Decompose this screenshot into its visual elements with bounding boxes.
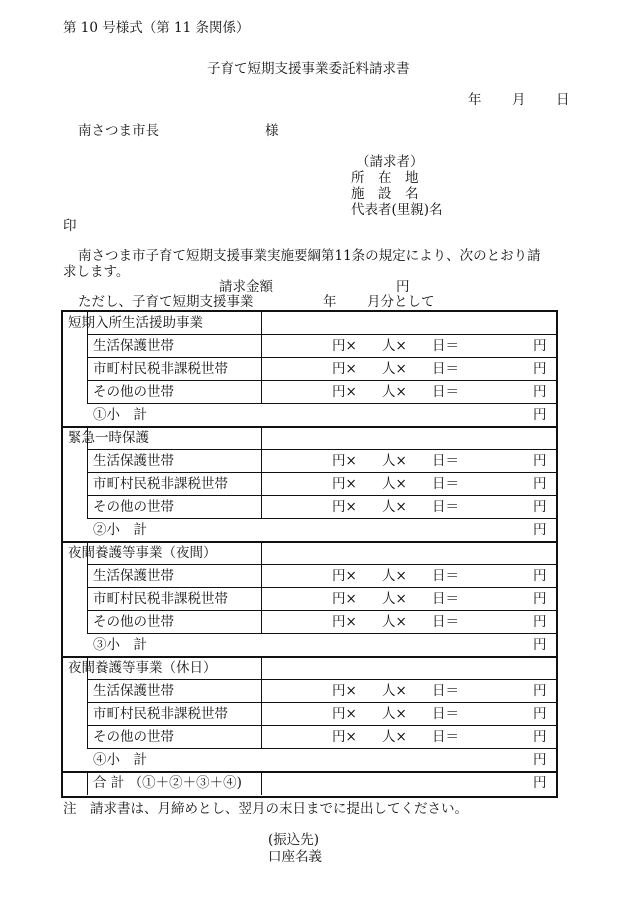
column-divider <box>261 312 262 404</box>
section-title: 短期入所生活援助事業 <box>68 315 203 331</box>
day-equals-label: 日＝ <box>432 476 459 492</box>
row-line <box>87 748 556 749</box>
amount-unit: 円 <box>396 279 410 295</box>
column-divider <box>261 657 262 749</box>
yen-times-label: 円× <box>332 453 357 469</box>
subtotal-label: ④小 計 <box>93 752 147 768</box>
day-equals-label: 日＝ <box>432 729 459 745</box>
day-equals-label: 日＝ <box>432 591 459 607</box>
person-times-label: 人× <box>382 591 407 607</box>
row-line <box>87 403 556 404</box>
yen-times-label: 円× <box>332 729 357 745</box>
section-indent-line <box>87 312 88 404</box>
row-yen-unit: 円 <box>533 729 547 745</box>
subtotal-label: ②小 計 <box>93 522 147 538</box>
form-title: 子育て短期支援事業委託料請求書 <box>207 61 410 77</box>
household-type-label: 生活保護世帯 <box>93 338 174 354</box>
day-equals-label: 日＝ <box>432 453 459 469</box>
person-times-label: 人× <box>382 338 407 354</box>
subtotal-yen-unit: 円 <box>533 752 547 768</box>
day-equals-label: 日＝ <box>432 361 459 377</box>
person-times-label: 人× <box>382 384 407 400</box>
household-type-label: その他の世帯 <box>93 384 174 400</box>
column-divider <box>261 542 262 634</box>
day-equals-label: 日＝ <box>432 338 459 354</box>
row-yen-unit: 円 <box>533 384 547 400</box>
yen-times-label: 円× <box>332 361 357 377</box>
row-line <box>87 633 556 634</box>
section-title: 緊急一時保護 <box>68 430 149 446</box>
row-yen-unit: 円 <box>533 338 547 354</box>
column-divider <box>261 427 262 519</box>
person-times-label: 人× <box>382 729 407 745</box>
yen-times-label: 円× <box>332 499 357 515</box>
yen-times-label: 円× <box>332 568 357 584</box>
household-type-label: 市町村民税非課税世帯 <box>93 361 228 377</box>
proviso-year: 年 <box>323 294 337 310</box>
person-times-label: 人× <box>382 499 407 515</box>
person-times-label: 人× <box>382 453 407 469</box>
row-yen-unit: 円 <box>533 614 547 630</box>
household-type-label: その他の世帯 <box>93 729 174 745</box>
billing-table <box>61 310 558 798</box>
household-type-label: 市町村民税非課税世帯 <box>93 591 228 607</box>
person-times-label: 人× <box>382 706 407 722</box>
requester-address-label: 所 在 地 <box>351 170 419 186</box>
subtotal-label: ③小 計 <box>93 637 147 653</box>
row-line <box>87 518 556 519</box>
person-times-label: 人× <box>382 683 407 699</box>
household-type-label: 生活保護世帯 <box>93 683 174 699</box>
requester-facility-label: 施 設 名 <box>351 186 419 202</box>
household-type-label: その他の世帯 <box>93 499 174 515</box>
section-indent-line <box>87 427 88 519</box>
row-yen-unit: 円 <box>533 453 547 469</box>
form-number: 第 10 号様式（第 11 条関係） <box>63 20 250 36</box>
person-times-label: 人× <box>382 614 407 630</box>
total-indent-line <box>87 772 88 795</box>
subtotal-label: ①小 計 <box>93 407 147 423</box>
addressee-honorific: 様 <box>265 123 279 139</box>
yen-times-label: 円× <box>332 683 357 699</box>
yen-times-label: 円× <box>332 338 357 354</box>
transfer-account-name-label: 口座名義 <box>268 849 322 865</box>
row-yen-unit: 円 <box>533 499 547 515</box>
row-yen-unit: 円 <box>533 361 547 377</box>
body-text-line-1: 南さつま市子育て短期支援事業実施要綱第11条の規定により、次のとおり請 <box>78 248 541 264</box>
subtotal-yen-unit: 円 <box>533 522 547 538</box>
yen-times-label: 円× <box>332 476 357 492</box>
proviso-text: ただし、子育て短期支援事業 <box>78 294 254 310</box>
total-column-divider <box>261 772 262 795</box>
subtotal-yen-unit: 円 <box>533 637 547 653</box>
person-times-label: 人× <box>382 568 407 584</box>
yen-times-label: 円× <box>332 706 357 722</box>
proviso-month-suffix: 月分として <box>367 294 435 310</box>
yen-times-label: 円× <box>332 614 357 630</box>
section-indent-line <box>87 657 88 749</box>
day-equals-label: 日＝ <box>432 568 459 584</box>
date-year-label: 年 <box>468 92 482 108</box>
total-yen-unit: 円 <box>533 775 547 791</box>
household-type-label: 市町村民税非課税世帯 <box>93 476 228 492</box>
household-type-label: 市町村民税非課税世帯 <box>93 706 228 722</box>
day-equals-label: 日＝ <box>432 384 459 400</box>
day-equals-label: 日＝ <box>432 614 459 630</box>
household-type-label: その他の世帯 <box>93 614 174 630</box>
seal-mark: 印 <box>63 218 77 234</box>
row-yen-unit: 円 <box>533 591 547 607</box>
amount-label: 請求金額 <box>219 279 273 295</box>
household-type-label: 生活保護世帯 <box>93 453 174 469</box>
date-month-label: 月 <box>512 92 526 108</box>
requester-heading: （請求者） <box>356 154 424 170</box>
body-text-line-2: 求します。 <box>63 264 130 280</box>
row-yen-unit: 円 <box>533 683 547 699</box>
total-label: 合 計 （①＋②＋③＋④) <box>93 775 242 791</box>
day-equals-label: 日＝ <box>432 499 459 515</box>
row-yen-unit: 円 <box>533 568 547 584</box>
row-yen-unit: 円 <box>533 706 547 722</box>
yen-times-label: 円× <box>332 591 357 607</box>
day-equals-label: 日＝ <box>432 706 459 722</box>
requester-representative-label: 代表者(里親)名 <box>351 202 443 218</box>
row-yen-unit: 円 <box>533 476 547 492</box>
transfer-heading: (振込先) <box>268 832 320 848</box>
subtotal-yen-unit: 円 <box>533 407 547 423</box>
person-times-label: 人× <box>382 476 407 492</box>
day-equals-label: 日＝ <box>432 683 459 699</box>
note-text: 注 請求書は、月締めとし、翌月の末日までに提出してください。 <box>63 801 468 817</box>
section-title: 夜間養護等事業（夜間） <box>68 545 217 561</box>
yen-times-label: 円× <box>332 384 357 400</box>
addressee-name: 南さつま市長 <box>78 123 159 139</box>
section-title: 夜間養護等事業（休日） <box>68 660 217 676</box>
household-type-label: 生活保護世帯 <box>93 568 174 584</box>
person-times-label: 人× <box>382 361 407 377</box>
section-indent-line <box>87 542 88 634</box>
date-day-label: 日 <box>556 92 570 108</box>
